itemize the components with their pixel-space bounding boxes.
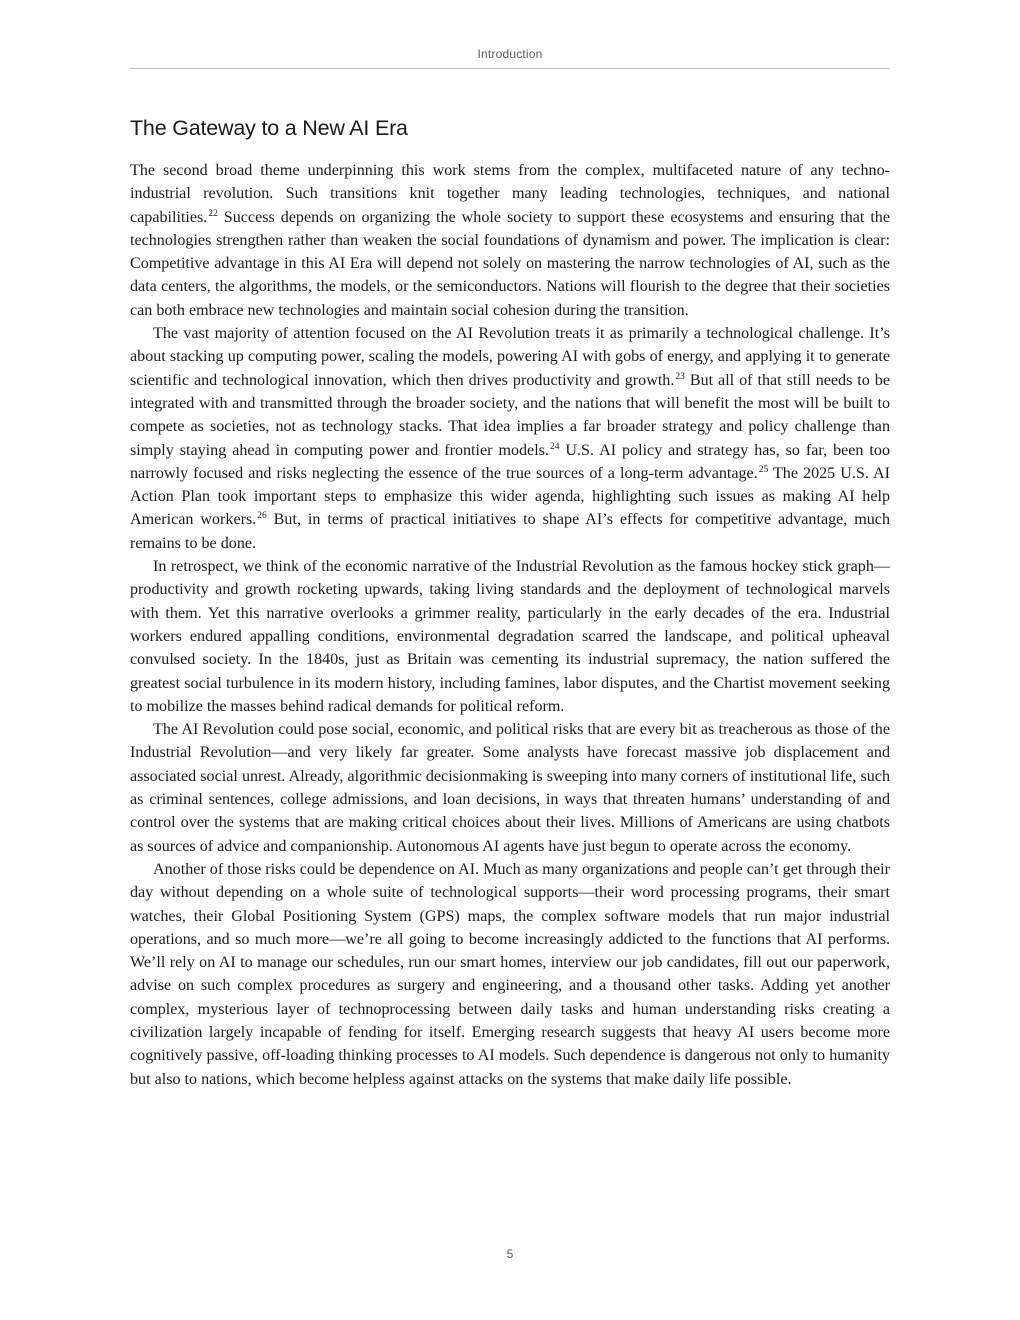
footnote-ref-23[interactable]: 23 xyxy=(675,371,685,382)
body-text xyxy=(130,159,890,1091)
paragraph-1 xyxy=(130,159,890,322)
running-header: Introduction xyxy=(477,47,543,61)
paragraph-2 xyxy=(130,322,890,555)
paragraph-text: But, in terms of practical initiatives to shape AI’s effects for competitive advantage, much remains to be done. xyxy=(130,511,890,552)
paragraph-4: The AI Revolution could pose social, economic, and political risks that are every bit as treacherous as those of the Industrial Revolution—and very likely far greater. Some analysts have forecast massive job displacement and associated social unrest. Already, algorithmic decisionmaking is sweeping into many corners of institutional life, such as criminal sentences, college admissions, and loan decisions, in ways that threaten humans’ understanding of and control over the systems that are making critical choices about their lives. Millions of Americans are using chatbots as sources of advice and companionship. Autonomous AI agents have just begun to operate across the economy. xyxy=(130,721,890,855)
footnote-ref-25[interactable]: 25 xyxy=(758,464,769,475)
footnote-ref-26[interactable]: 26 xyxy=(257,511,267,522)
paragraph-text: U.S. AI policy and strategy has, so far, been too narrowly focused and risks neglecting the essence of the true sources of a long-term advantage. xyxy=(130,441,890,482)
paragraph-text: The vast majority of attention focused on the AI Revolution treats it as primarily a technological challenge. It’s about stacking up computing power, scaling the models, powering AI with gobs of energy, and applying it to generate scientific and technological innovation, which then drives productivity and growth. xyxy=(130,325,890,389)
header-divider xyxy=(130,68,890,69)
paragraph-text: The second broad theme underpinning this work stems from the complex, multifaceted nature of any techno-industrial revolution. Such transitions knit together many leading technologies, techniques, and national capabilities. xyxy=(130,162,890,226)
paragraph-3: In retrospect, we think of the economic narrative of the Industrial Revolution as the famous hockey stick graph—productivity and growth rocketing upwards, taking living standards and the deployment of technological marvels with them. Yet this narrative overlooks a grimmer reality, particularly in the early decades of the era. Industrial workers endured appalling conditions, environmental degradation scarred the landscape, and political upheaval convulsed society. In the 1840s, just as Britain was cementing its industrial supremacy, the nation suffered the greatest social turbulence in its modern history, including famines, labor disputes, and the Chartist movement seeking to mobilize the masses behind radical demands for political reform. xyxy=(130,558,890,715)
paragraph-text: The 2025 U.S. AI Action Plan took important steps to emphasize this wider agenda, highlighting such issues as making AI help American workers. xyxy=(130,464,891,529)
page-number: 5 xyxy=(506,1247,514,1261)
footnote-ref-24[interactable]: 24 xyxy=(549,441,560,452)
document-page xyxy=(130,0,890,1320)
paragraph-5: Another of those risks could be dependence on AI. Much as many organizations and people can’t get through their day without depending on a whole suite of technological supports—their word processing programs, their smart watches, their Global Positioning System (GPS) maps, the complex software models that run major industrial operations, and so much more—we’re all going to become increasingly addicted to the functions that AI performs. We’ll rely on AI to manage our schedules, run our smart homes, interview our job candidates, fill out our paperwork, advise on such complex procedures as surgery and engineering, and a thousand other tasks. Adding yet another complex, mysterious layer of technoprocessing between daily tasks and human understanding risks creating a civilization largely incapable of fending for itself. Emerging research suggests that heavy AI users become more cognitively passive, off-loading thinking processes to AI models. Such dependence is dangerous not only to humanity but also to nations, which become helpless against attacks on the systems that make daily life possible. xyxy=(130,860,890,1088)
paragraph-text: But all of that still needs to be integrated with and transmitted through the broader society, and the nations that will benefit the most will be built to compete as societies, not as technology stacks. That idea implies a far broader strategy and policy challenge than simply staying ahead in computing power and frontier models. xyxy=(130,371,890,459)
section-title: The Gateway to a New AI Era xyxy=(130,116,408,140)
paragraph-text: Success depends on organizing the whole society to support these ecosystems and ensuring that the technologies strengthen rather than weaken the social foundations of dynamism and power. The implication is clear: Competitive advantage in this AI Era will depend not solely on mastering the narrow technologies of AI, such as the data centers, the algorithms, the models, or the semiconductors. Nations will flourish to the degree that their societies can both embrace new technologies and maintain social cohesion during the transition. xyxy=(130,208,890,319)
footnote-ref-22[interactable]: 22 xyxy=(208,208,218,219)
